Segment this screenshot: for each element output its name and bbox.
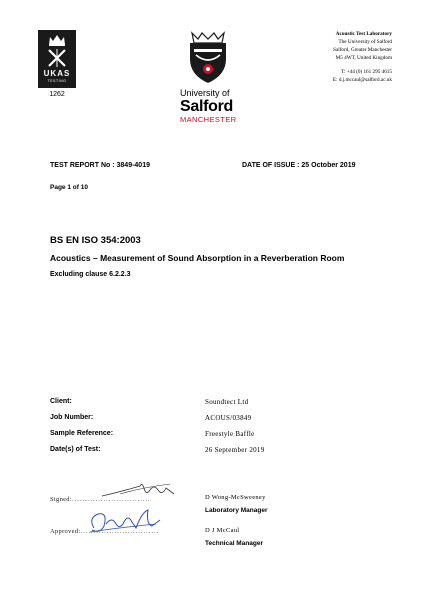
university-line3: MANCHESTER xyxy=(180,115,237,124)
standard-title: Acoustics – Measurement of Sound Absorption in a Reverberation Room xyxy=(50,253,345,263)
report-number-line xyxy=(50,162,150,169)
ukas-subtext: TESTING xyxy=(47,79,67,83)
signed-role: Laboratory Manager xyxy=(205,507,268,514)
lab-address-line: The University of Salford xyxy=(338,39,392,45)
lab-address-line: Salford, Greater Manchester xyxy=(333,47,392,53)
lab-title: Acoustic Test Laboratory xyxy=(335,31,392,37)
page-indicator: Page 1 of 10 xyxy=(50,184,88,191)
university-line1: University of xyxy=(180,88,230,98)
sample-reference-value: Freestyle Baffle xyxy=(205,430,255,438)
report-number: 3849-4019 xyxy=(116,162,150,169)
lab-address-line: M5 4WT, United Kingdom xyxy=(335,55,392,61)
standard-exclusion: Excluding clause 6.2.2.3 xyxy=(50,271,131,278)
test-date-label: Date(s) of Test: xyxy=(50,446,101,453)
ukas-logo xyxy=(38,30,76,88)
job-number-label: Job Number: xyxy=(50,414,94,421)
signature-mark xyxy=(100,478,180,502)
signed-name: D Wong-McSweeney xyxy=(205,494,266,501)
client-label: Client: xyxy=(50,398,72,405)
standard-code: BS EN ISO 354:2003 xyxy=(50,235,141,246)
signature-dots: .............................. xyxy=(71,496,151,503)
approved-label: Approved: xyxy=(50,528,81,535)
lab-phone: T: +44 (0) 161 295 4615 xyxy=(341,69,392,75)
university-wordmark xyxy=(180,88,242,124)
lab-address-block xyxy=(252,30,392,84)
approval-signature-mark xyxy=(86,506,166,538)
report-number-label: TEST REPORT No : xyxy=(50,162,115,169)
test-date-value: 26 September 2019 xyxy=(205,446,265,454)
approved-role: Technical Manager xyxy=(205,540,264,547)
client-value: Soundtect Ltd xyxy=(205,398,249,406)
crown-icon xyxy=(47,33,67,47)
job-number-value: ACOUS/03849 xyxy=(205,414,252,422)
lab-email: E: d.j.mccaul@salford.ac.uk xyxy=(332,77,392,83)
university-line2: Salford xyxy=(180,98,234,115)
cross-icon xyxy=(46,48,68,68)
sample-reference-label: Sample Reference: xyxy=(50,430,114,437)
signed-label: Signed: xyxy=(50,496,72,503)
ukas-number: 1262 xyxy=(49,91,65,98)
issue-date-line xyxy=(242,162,355,169)
signature-dots: .............................. xyxy=(80,528,160,535)
issue-date-label: DATE OF ISSUE : xyxy=(242,162,300,169)
university-crest-icon xyxy=(186,29,230,85)
issue-date: 25 October 2019 xyxy=(301,162,356,169)
ukas-word: UKAS xyxy=(43,69,71,78)
approved-name: D J McCaul xyxy=(205,527,240,534)
